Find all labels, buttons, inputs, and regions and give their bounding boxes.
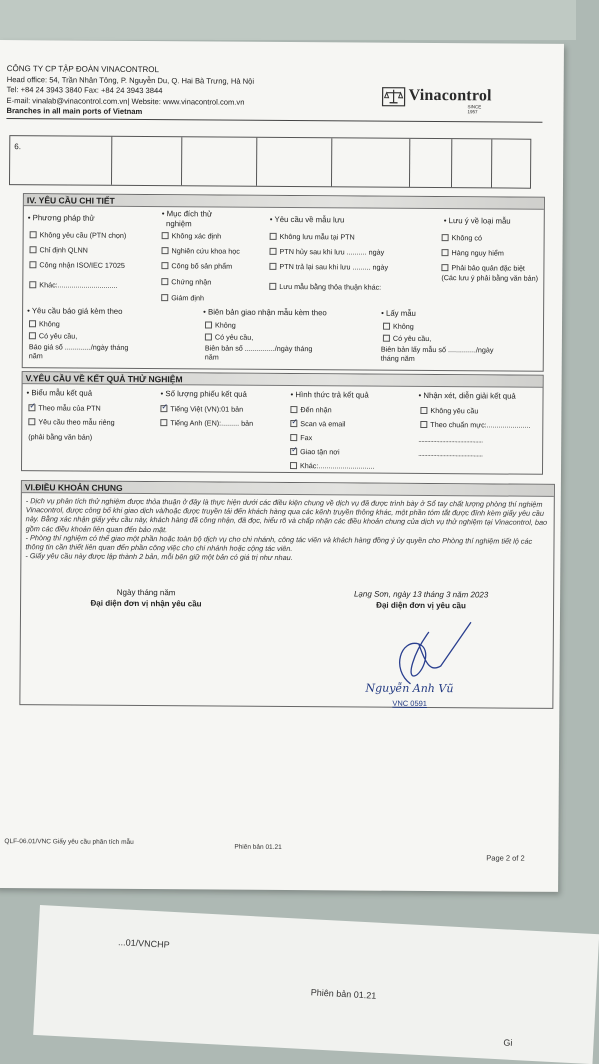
tel-fax: Tel: +84 24 3943 3840 Fax: +84 24 3943 3844 — [7, 85, 254, 97]
section-title: IV. YÊU CẦU CHI TIẾT — [24, 194, 544, 210]
receiver-signature-block — [61, 587, 231, 608]
storage-option[interactable]: PTN trả lại sau khi lưu ......... ngày — [269, 262, 388, 272]
section-title: VI.ĐIỀU KHOẢN CHUNG — [22, 481, 554, 497]
vinacontrol-logo — [382, 87, 492, 108]
signature-code: VNC 0591 — [392, 699, 427, 708]
section-detailed-requirements — [22, 193, 545, 372]
terms-paragraph: - Phòng thí nghiệm có thể giao một phần hoặc toàn bộ dịch vụ cho chi nhánh, công tác viên và khách hàng đồng ý ủy quyền cho Phòng thí nghiệm tiết lộ các thông tin cần thiết liên quan đến phần công việc cho chi nhánh hoặc cộng tác viên. — [25, 533, 551, 555]
table-cell — [492, 139, 530, 187]
delivery-option[interactable]: ✓Giao tận nơi — [290, 447, 340, 456]
copies-heading: • Số lượng phiếu kết quả — [161, 389, 247, 399]
footer-form-code: QLF-06.01/VNC Giấy yêu cầu phân tích mẫu — [4, 838, 133, 846]
footer-version: Phiên bản 01.21 — [234, 844, 281, 851]
purpose-option[interactable]: Giám định — [161, 293, 204, 302]
table-cell — [410, 139, 452, 187]
document-page — [0, 40, 564, 892]
requester-date: Lạng Sơn, ngày 13 tháng 3 năm 2023 — [321, 589, 521, 599]
form-option[interactable]: ✓Theo mẫu của PTN — [28, 403, 100, 413]
sampling-option[interactable]: Có yêu cầu, — [383, 334, 431, 343]
under-sheet-code: ...01/VNCHP — [118, 937, 170, 950]
form-option[interactable]: Yêu cầu theo mẫu riêng — [28, 417, 114, 427]
receiver-title: Đại diện đơn vị nhận yêu cầu — [61, 598, 231, 608]
receipt-line: Biên bản số .............../ngày tháng — [205, 343, 313, 353]
header-rule — [6, 118, 542, 123]
copies-option[interactable]: Tiếng Anh (EN):......... bản — [160, 418, 253, 428]
signature-name: Nguyễn Anh Vũ — [365, 682, 453, 696]
receipt-option[interactable]: Có yêu cầu, — [205, 332, 253, 341]
storage-heading: • Yêu cầu về mẫu lưu — [270, 215, 345, 225]
delivery-option[interactable]: ✓Scan và email — [290, 419, 345, 428]
delivery-heading: • Hình thức trả kết quả — [291, 390, 369, 400]
sample-type-heading: • Lưu ý về loại mẫu — [444, 216, 511, 225]
method-heading: • Phương pháp thử — [28, 213, 95, 222]
method-option[interactable]: Không yêu cầu (PTN chọn) — [30, 230, 127, 240]
purpose-option[interactable]: Chứng nhận — [161, 277, 211, 286]
table-cell — [452, 139, 492, 187]
company-header — [6, 64, 254, 118]
table-cell — [112, 137, 182, 185]
comments-line: ........................................... — [418, 435, 482, 444]
receipt-option[interactable]: Không — [205, 320, 236, 329]
comments-option[interactable]: Không yêu cầu — [420, 406, 478, 415]
background-top — [0, 0, 576, 40]
purpose-option[interactable]: Không xác định — [162, 231, 222, 240]
storage-option[interactable]: Lưu mẫu bằng thỏa thuận khác: — [269, 282, 381, 292]
head-office: Head office: 54, Trần Nhân Tông, P. Nguyễn Du, Q. Hai Bà Trưng, Hà Nội — [7, 75, 254, 87]
quote-option[interactable]: Có yêu cầu, — [29, 331, 77, 340]
under-sheet-fragment: Gi — [503, 1037, 513, 1047]
sampling-option[interactable]: Không — [383, 322, 414, 331]
sample-table-row-6 — [9, 135, 531, 189]
scales-icon — [382, 87, 406, 107]
section-result-requirements — [21, 371, 544, 475]
storage-option[interactable]: Không lưu mẫu tại PTN — [270, 232, 355, 242]
form-note: (phải bằng văn bản) — [28, 432, 92, 441]
underlying-sheet — [33, 905, 599, 1064]
requester-title: Đại diện đơn vị yêu cầu — [321, 600, 521, 610]
footer-page: Page 2 of 2 — [486, 853, 524, 862]
sampling-line: tháng năm — [381, 354, 415, 363]
logo-text: Vinacontrol — [409, 87, 492, 106]
terms-paragraph: - Dịch vụ phân tích thử nghiệm được thỏa thuận ở đây là thực hiện dưới các điều kiện chung về dịch vụ đã được trình bày ở Sổ tay chất lượng phòng thí nghiệm Vinacontrol, được công bố khi giao dịch và/hoặc được truyền tải đến khách hàng qua các kênh truyền thông khác, một phần tóm tắt được đính kèm giấy yêu cầu này. Bằng xác nhận giấy yêu cầu này, khách hàng đã công nhận, đã đọc, hiểu rõ và chấp nhận các điều khoản chung của dịch vụ thử nghiệm tại Vinacontrol, bao gồm các điều khoản liên quan đến bảo mật. — [26, 496, 552, 536]
requester-signature-block — [321, 589, 521, 610]
table-cell — [182, 137, 257, 186]
purpose-option[interactable]: Nghiên cứu khoa học — [162, 246, 240, 256]
quote-line: năm — [29, 351, 43, 360]
logo-since: SINCE 1957 — [467, 104, 491, 114]
receipt-line: năm — [205, 352, 219, 361]
section-general-terms — [19, 480, 555, 709]
receipt-heading: • Biên bản giao nhận mẫu kèm theo — [203, 307, 327, 317]
row-number: 6. — [10, 136, 112, 185]
quote-option[interactable]: Không — [29, 319, 60, 328]
terms-text — [25, 496, 551, 564]
company-name: CÔNG TY CP TẬP ĐOÀN VINACONTROL — [7, 64, 254, 76]
form-heading: • Biểu mẫu kết quả — [27, 388, 93, 397]
copies-option[interactable]: ✓Tiếng Việt (VN):01 bản — [160, 404, 243, 414]
method-option[interactable]: Chỉ định QLNN — [30, 245, 88, 254]
comments-heading: • Nhận xét, diễn giải kết quả — [418, 391, 515, 401]
storage-option[interactable]: PTN hủy sau khi lưu .......... ngày — [269, 247, 384, 257]
under-sheet-version: Phiên bản 01.21 — [311, 987, 377, 1000]
delivery-option[interactable]: Fax — [290, 433, 312, 442]
table-cell — [332, 138, 410, 187]
branches: Branches in all main ports of Vietnam — [6, 106, 253, 118]
method-option[interactable]: Công nhận ISO/IEC 17025 — [29, 260, 125, 270]
sampling-heading: • Lấy mẫu — [381, 309, 416, 318]
sample-type-option[interactable]: Không có — [442, 233, 482, 242]
quote-line: Báo giá số ............./ngày tháng — [29, 342, 129, 352]
table-cell — [257, 138, 332, 187]
delivery-option[interactable]: Đến nhận — [290, 405, 331, 414]
email-website: E-mail: vinalab@vinacontrol.com.vn| Website: www.vinacontrol.com.vn — [7, 96, 254, 108]
purpose-option[interactable]: Công bố sản phẩm — [161, 261, 232, 270]
purpose-heading: • Mục đích thử nghiệm — [162, 209, 213, 229]
comments-line: ........................................... — [418, 449, 482, 458]
delivery-option[interactable]: Khác:............................ — [290, 461, 374, 471]
quote-heading: • Yêu cầu báo giá kèm theo — [27, 306, 122, 316]
method-option[interactable]: Khác:.............................. — [29, 280, 117, 290]
sampling-line: Biên bản lấy mẫu số ............../ngày — [381, 345, 494, 355]
section-title: V.YÊU CẦU VỀ KẾT QUẢ THỬ NGHIỆM — [23, 372, 543, 388]
receiver-date: Ngày tháng năm — [61, 587, 231, 597]
comments-option[interactable]: Theo chuẩn mực:...................... — [420, 420, 530, 430]
sample-type-note: (Các lưu ý phải bằng văn bản) — [441, 273, 543, 283]
sample-type-option[interactable]: Hàng nguy hiểm — [441, 248, 503, 257]
terms-paragraph: - Giấy yêu cầu này được lập thành 2 bản, mỗi bên giữ một bản có giá trị như nhau. — [25, 551, 551, 564]
sample-type-option[interactable]: Phải bảo quản đặc biệt — [441, 263, 525, 273]
